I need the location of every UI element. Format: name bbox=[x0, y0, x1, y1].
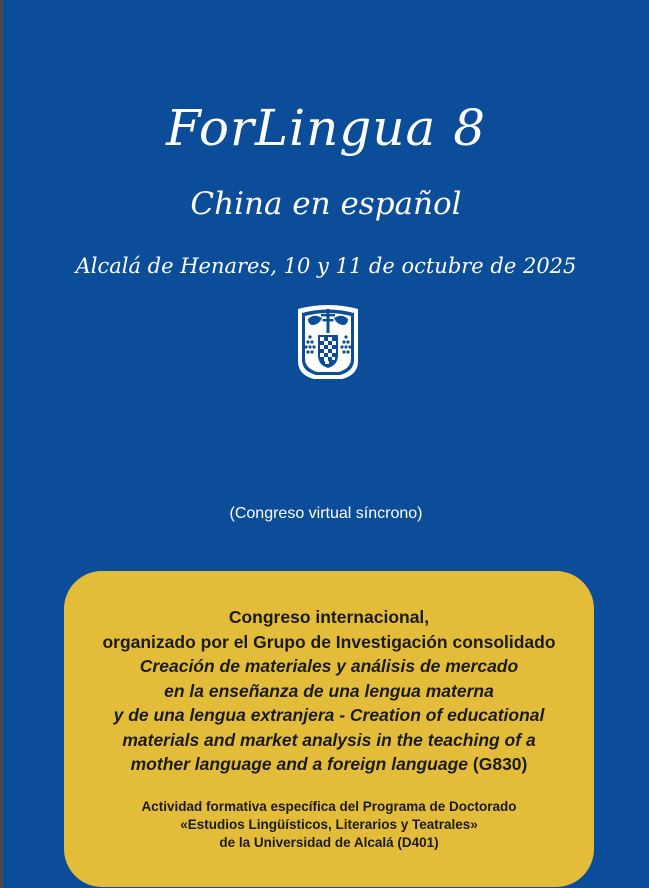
research-group-name: mother language and a foreign language bbox=[130, 754, 469, 774]
program-line: de la Universidad de Alcalá (D401) bbox=[219, 835, 439, 850]
page-title: ForLingua 8 bbox=[165, 99, 487, 157]
page-subtitle: China en español bbox=[190, 186, 462, 222]
group-code: (G830) bbox=[468, 754, 528, 774]
research-group-name: y de una lengua extranjera - Creation of educational bbox=[113, 705, 545, 725]
cover-page bbox=[3, 0, 649, 888]
doctoral-program-note bbox=[64, 798, 594, 852]
university-seal-icon bbox=[294, 303, 362, 381]
info-line: Congreso internacional, bbox=[228, 607, 430, 627]
congress-description bbox=[64, 605, 594, 777]
place-date: Alcalá de Henares, 10 y 11 de octubre de 2025 bbox=[75, 254, 577, 278]
program-line: «Estudios Lingüísticos, Literarios y Teatrales» bbox=[180, 817, 478, 832]
info-box bbox=[64, 571, 594, 887]
info-line bbox=[64, 752, 594, 777]
research-group-name: materials and market analysis in the teaching of a bbox=[122, 729, 536, 750]
info-line: organizado por el Grupo de Investigación consolidado bbox=[102, 631, 556, 652]
research-group-name: Creación de materiales y análisis de mercado bbox=[139, 656, 519, 676]
virtual-congress-note: (Congreso virtual síncrono) bbox=[229, 505, 423, 522]
research-group-name: en la enseñanza de una lengua materna bbox=[164, 680, 494, 701]
program-line: Actividad formativa específica del Programa de Doctorado bbox=[141, 799, 517, 814]
